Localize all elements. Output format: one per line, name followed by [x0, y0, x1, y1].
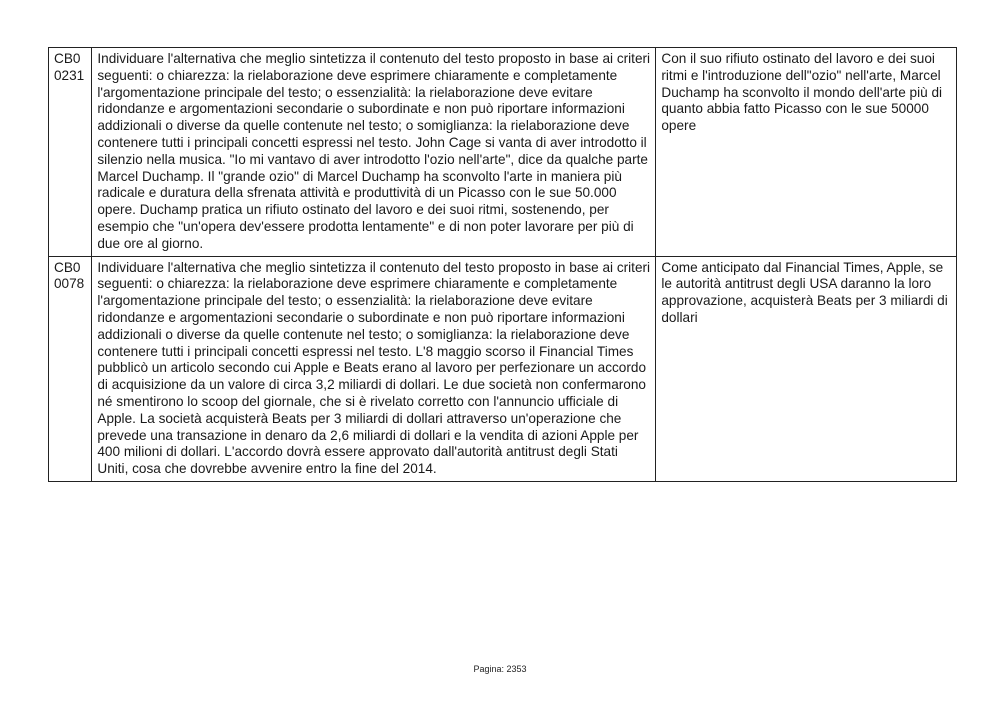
question-text-cell: Individuare l'alternativa che meglio sintetizza il contenuto del testo proposto in base ai criteri seguenti: o chiarezza: la rielaborazione deve esprimere chiaramente e completamente l'argomentazione principale del testo; o essenzialità: la rielaborazione deve evitare ridondanze e argomentazioni secondarie o subordinate e non può riportare informazioni addizionali o diverse da quelle contenute nel testo; o somiglianza: la rielaborazione deve contenere tutti i principali concetti espressi nel testo. John Cage si vanta di aver introdotto il silenzio nella musica. "Io mi vantavo di aver introdotto l'ozio nell'arte", dice da qualche parte Marcel Duchamp. Il "grande ozio" di Marcel Duchamp ha sconvolto l'arte in maniera più radicale e duratura della sfrenata attività e produttività di un Picasso con le sue 50.000 opere. Duchamp pratica un rifiuto ostinato del lavoro e dei suoi ritmi, sostenendo, per esempio che "un'opera dev'essere prodotta lentamente" e di non poter lavorare per più di due ore al giorno.	[92, 48, 656, 257]
question-code-cell: CB00231	[49, 48, 92, 257]
answer-text-cell: Come anticipato dal Financial Times, Apple, se le autorità antitrust degli USA daranno la loro approvazione, acquisterà Beats per 3 miliardi di dollari	[656, 256, 957, 481]
answer-text-cell: Con il suo rifiuto ostinato del lavoro e dei suoi ritmi e l'introduzione dell"ozio" nell'arte, Marcel Duchamp ha sconvolto il mondo dell'arte più di quanto abbia fatto Picasso con le sue 50000 opere	[656, 48, 957, 257]
question-code-cell: CB00078	[49, 256, 92, 481]
questions-table	[48, 47, 957, 482]
table-row	[49, 256, 957, 481]
table-row	[49, 48, 957, 257]
question-text-cell: Individuare l'alternativa che meglio sintetizza il contenuto del testo proposto in base ai criteri seguenti: o chiarezza: la rielaborazione deve esprimere chiaramente e completamente l'argomentazione principale del testo; o essenzialità: la rielaborazione deve evitare ridondanze e argomentazioni secondarie o subordinate e non può riportare informazioni addizionali o diverse da quelle contenute nel testo; o somiglianza: la rielaborazione deve contenere tutti i principali concetti espressi nel testo. L'8 maggio scorso il Financial Times pubblicò un articolo secondo cui Apple e Beats erano al lavoro per perfezionare un accordo di acquisizione da un valore di circa 3,2 miliardi di dollari. Le due società non confermarono né smentirono lo scoop del giornale, che si è rivelato corretto con l'annuncio ufficiale di Apple. La società acquisterà Beats per 3 miliardi di dollari attraverso un'operazione che prevede una transazione in denaro da 2,6 miliardi di dollari e la vendita di azioni Apple per 400 milioni di dollari. L'accordo dovrà essere approvato dall'autorità antitrust degli Stati Uniti, cosa che dovrebbe avvenire entro la fine del 2014.	[92, 256, 656, 481]
page-number: Pagina: 2353	[473, 664, 527, 674]
